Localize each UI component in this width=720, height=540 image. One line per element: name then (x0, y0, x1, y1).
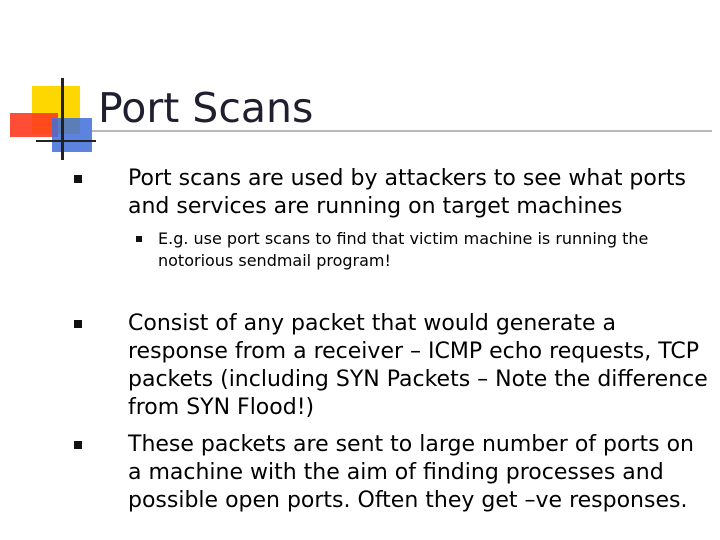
bullet-marker-1 (74, 175, 82, 183)
bullet-marker-2 (74, 320, 82, 328)
bullet-text-1: Port scans are used by attackers to see what ports and services are running on target machines (128, 166, 686, 219)
decor-vertical-line (61, 78, 64, 160)
decor-red-bar (10, 113, 58, 137)
sub-bullet-marker-1 (136, 236, 142, 242)
bullet-marker-3 (74, 441, 82, 449)
slide-title: Port Scans (98, 84, 314, 132)
decor-blue-square (52, 118, 92, 152)
sub-bullet-text-1: E.g. use port scans to find that victim machine is running the notorious sendmail program! (158, 229, 649, 270)
bullet-text-3: These packets are sent to large number of ports on a machine with the aim of finding processes and possible open ports. Often they get –ve responses. (128, 432, 694, 513)
bullet-text-2: Consist of any packet that would generate a response from a receiver – ICMP echo requests, TCP packets (including SYN Packets – Note the difference from SYN Flood!) (128, 311, 708, 420)
decor-horizontal-line (36, 140, 96, 142)
